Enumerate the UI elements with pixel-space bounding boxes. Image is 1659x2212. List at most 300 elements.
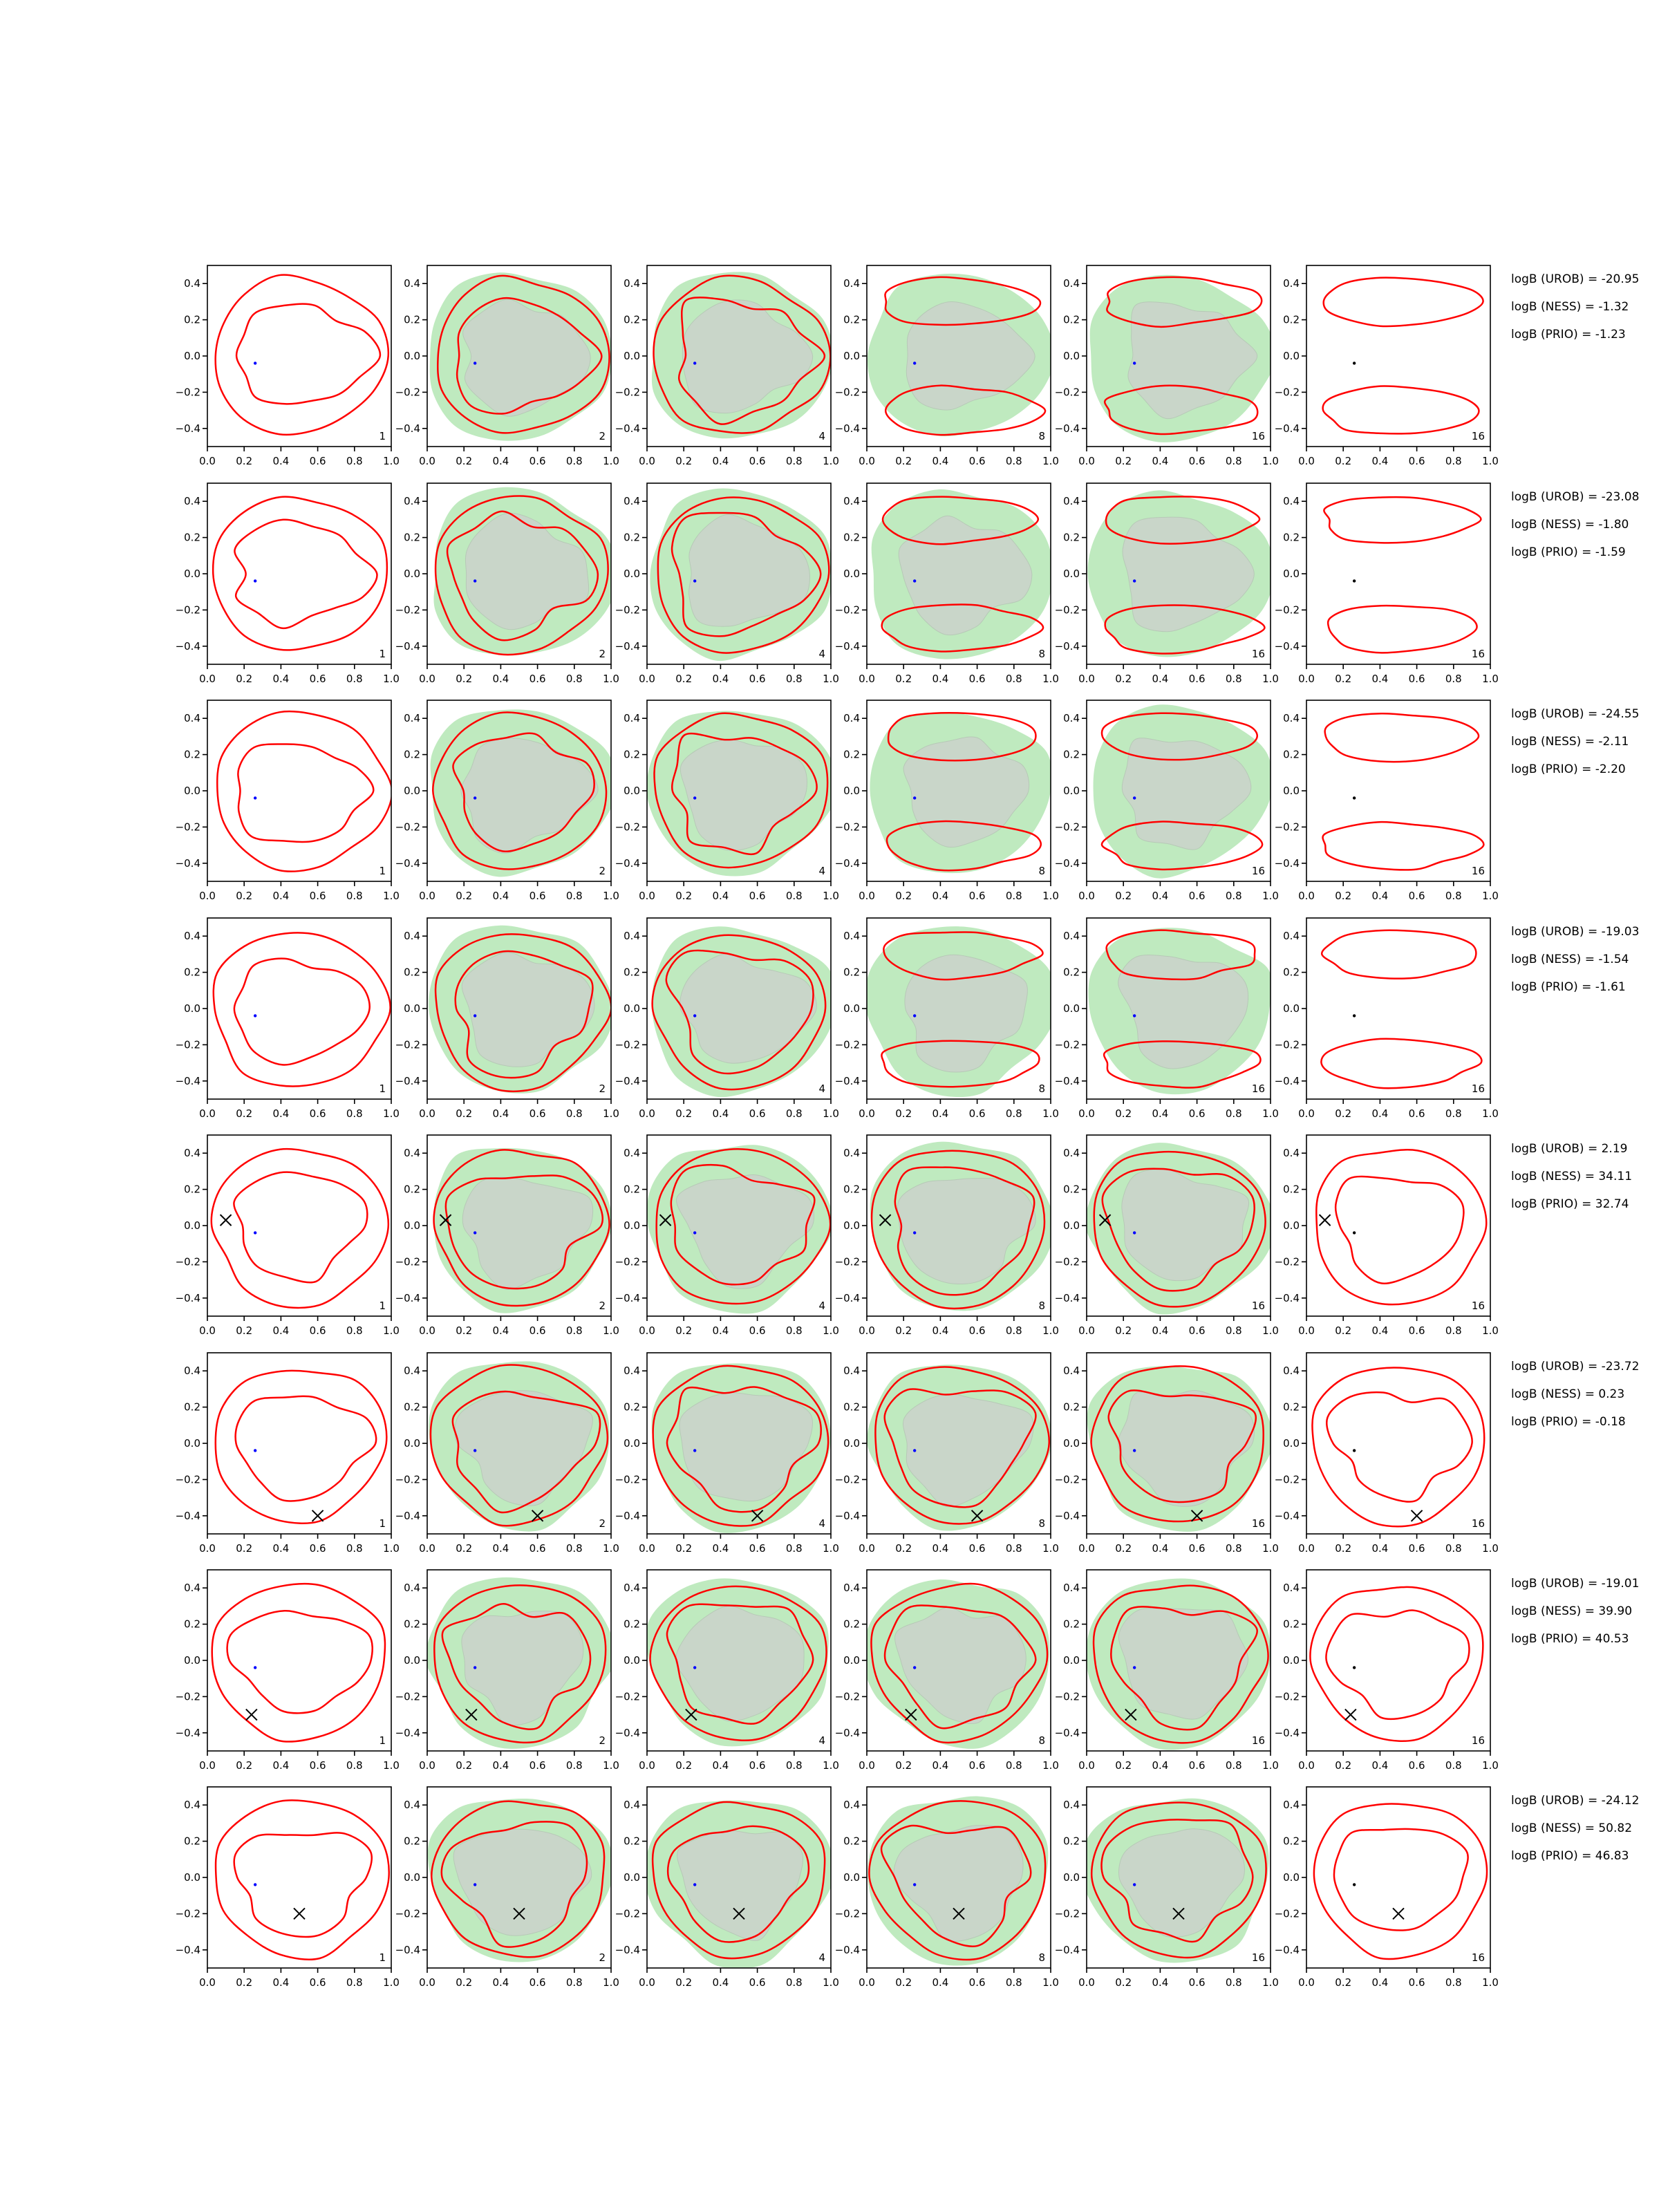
x-tick-label: 0.8 <box>346 890 363 902</box>
x-tick-label: 0.0 <box>1078 1324 1095 1337</box>
x-tick-label: 0.6 <box>309 1976 326 1989</box>
x-tick-label: 0.2 <box>895 890 912 902</box>
y-tick-label: 0.0 <box>624 1219 640 1232</box>
y-tick-label: 0.0 <box>624 785 640 797</box>
x-tick-label: 0.6 <box>1188 1542 1206 1555</box>
x-tick-label: 0.4 <box>712 890 729 902</box>
y-tick-label: 0.0 <box>1063 1437 1080 1450</box>
x-tick-label: 0.0 <box>1298 1976 1315 1989</box>
x-tick-label: 0.6 <box>1408 1759 1425 1772</box>
y-tick-label: 0.2 <box>184 966 200 979</box>
panel-tag: 2 <box>599 1951 606 1964</box>
center-point <box>693 1666 696 1669</box>
x-tick-label: 0.4 <box>1371 1976 1389 1989</box>
x-tick-label: 1.0 <box>603 1107 619 1120</box>
y-tick-label: 0.2 <box>1283 1183 1300 1196</box>
y-tick-label: 0.2 <box>624 313 640 326</box>
logb-prio-label: logB (PRIO) = -1.61 <box>1511 980 1626 994</box>
y-tick-label: 0.0 <box>1063 1654 1080 1667</box>
logb-ness-label: logB (NESS) = -1.80 <box>1511 518 1629 532</box>
y-tick-label: −0.2 <box>1274 1690 1300 1703</box>
x-tick-label: 0.6 <box>749 673 766 685</box>
x-tick-label: 0.0 <box>199 1759 216 1772</box>
x-tick-label: 1.0 <box>1262 1759 1279 1772</box>
y-tick-label: 0.0 <box>184 785 200 797</box>
y-tick-label: 0.0 <box>624 568 640 580</box>
y-tick-label: −0.4 <box>834 639 860 653</box>
panel-tag: 4 <box>818 1734 825 1747</box>
x-tick-label: 0.2 <box>1335 455 1352 467</box>
x-tick-label: 0.6 <box>1188 455 1206 467</box>
y-tick-label: 0.4 <box>184 712 200 725</box>
center-point <box>474 796 476 799</box>
y-tick-label: −0.4 <box>834 1509 860 1522</box>
x-tick-label: 1.0 <box>823 1976 839 1989</box>
center-point <box>913 796 916 799</box>
x-tick-label: 0.8 <box>1225 1542 1242 1555</box>
y-tick-label: 0.0 <box>624 1871 640 1884</box>
y-tick-label: −0.2 <box>615 386 640 399</box>
y-tick-label: 0.4 <box>184 277 200 290</box>
center-point <box>474 1014 476 1017</box>
y-tick-label: 0.2 <box>184 1618 200 1631</box>
y-tick-label: 0.4 <box>624 1147 640 1160</box>
x-tick-label: 1.0 <box>1042 890 1059 902</box>
x-tick-label: 0.8 <box>565 1976 583 1989</box>
x-tick-label: 0.0 <box>859 1976 875 1989</box>
y-tick-label: −0.4 <box>395 639 420 653</box>
x-tick-label: 0.0 <box>859 673 875 685</box>
y-tick-label: 0.4 <box>1063 1582 1080 1595</box>
center-point <box>1353 1666 1356 1669</box>
y-tick-label: −0.2 <box>1274 1473 1300 1486</box>
x-tick-label: 0.8 <box>1005 890 1022 902</box>
x-tick-label: 0.2 <box>1115 890 1132 902</box>
panel-tag: 16 <box>1471 430 1485 442</box>
y-tick-label: −0.2 <box>395 1690 420 1703</box>
y-tick-label: 0.0 <box>1063 1002 1080 1015</box>
y-tick-label: 0.2 <box>404 1183 420 1196</box>
y-tick-label: 0.4 <box>404 712 420 725</box>
center-point <box>913 1449 916 1452</box>
panel-tag: 1 <box>379 865 386 877</box>
y-tick-label: −0.4 <box>834 1291 860 1304</box>
x-tick-label: 0.6 <box>749 1976 766 1989</box>
center-point <box>254 796 256 799</box>
x-tick-label: 0.0 <box>859 1324 875 1337</box>
y-tick-label: −0.4 <box>615 1943 640 1956</box>
y-tick-label: 0.2 <box>1283 531 1300 544</box>
y-tick-label: 0.2 <box>1063 531 1080 544</box>
y-tick-label: 0.4 <box>624 1365 640 1378</box>
y-tick-label: −0.2 <box>1274 1038 1300 1051</box>
x-tick-label: 0.8 <box>1225 1759 1242 1772</box>
panel-tag: 16 <box>1471 1734 1485 1747</box>
x-tick-label: 0.4 <box>272 455 290 467</box>
y-tick-label: −0.4 <box>1274 1943 1300 1956</box>
x-tick-label: 0.6 <box>1408 1976 1425 1989</box>
center-point <box>913 1666 916 1669</box>
y-tick-label: 0.4 <box>1063 495 1080 508</box>
center-point <box>693 1231 696 1234</box>
panel-tag: 1 <box>379 1951 386 1964</box>
y-tick-label: 0.4 <box>1063 712 1080 725</box>
y-tick-label: −0.4 <box>1054 1291 1080 1304</box>
x-tick-label: 0.4 <box>932 455 949 467</box>
y-tick-label: 0.0 <box>404 1219 420 1232</box>
logb-prio-label: logB (PRIO) = 40.53 <box>1511 1632 1629 1646</box>
x-tick-label: 0.2 <box>675 1107 693 1120</box>
y-tick-label: 0.2 <box>404 531 420 544</box>
x-tick-label: 0.8 <box>1005 673 1022 685</box>
x-tick-label: 0.4 <box>1152 1976 1169 1989</box>
y-tick-label: −0.2 <box>1054 821 1080 834</box>
y-tick-label: −0.2 <box>175 603 200 617</box>
x-tick-label: 1.0 <box>383 1759 400 1772</box>
panel-tag: 1 <box>379 1300 386 1312</box>
panel-tag: 16 <box>1471 1082 1485 1095</box>
center-point <box>913 362 916 364</box>
y-tick-label: 0.2 <box>843 531 860 544</box>
x-tick-label: 0.8 <box>346 1759 363 1772</box>
y-tick-label: 0.2 <box>184 313 200 326</box>
x-tick-label: 0.2 <box>1115 1107 1132 1120</box>
y-tick-label: 0.0 <box>184 568 200 580</box>
center-point <box>913 1231 916 1234</box>
y-tick-label: 0.4 <box>843 277 860 290</box>
y-tick-label: 0.4 <box>404 1582 420 1595</box>
y-tick-label: 0.2 <box>624 1618 640 1631</box>
y-tick-label: −0.2 <box>1274 821 1300 834</box>
x-tick-label: 1.0 <box>1262 1542 1279 1555</box>
x-tick-label: 0.4 <box>1371 1107 1389 1120</box>
y-tick-label: −0.4 <box>1274 422 1300 435</box>
y-tick-label: −0.2 <box>175 1907 200 1920</box>
x-tick-label: 0.6 <box>1408 1107 1425 1120</box>
y-tick-label: 0.4 <box>184 1365 200 1378</box>
y-tick-label: 0.0 <box>184 1871 200 1884</box>
panel-tag: 4 <box>818 1517 825 1530</box>
x-tick-label: 0.0 <box>419 1324 435 1337</box>
x-tick-label: 0.6 <box>1188 1976 1206 1989</box>
x-tick-label: 0.8 <box>565 455 583 467</box>
x-tick-label: 1.0 <box>1042 1324 1059 1337</box>
y-tick-label: 0.0 <box>404 1002 420 1015</box>
y-tick-label: −0.4 <box>1054 422 1080 435</box>
x-tick-label: 0.8 <box>565 890 583 902</box>
center-point <box>474 1666 476 1669</box>
x-tick-label: 0.2 <box>456 1107 473 1120</box>
x-tick-label: 0.0 <box>1078 1759 1095 1772</box>
x-tick-label: 0.4 <box>712 673 729 685</box>
y-tick-label: 0.2 <box>843 1183 860 1196</box>
y-tick-label: −0.4 <box>395 1726 420 1739</box>
y-tick-label: 0.2 <box>404 1618 420 1631</box>
y-tick-label: −0.4 <box>395 1074 420 1087</box>
y-tick-label: 0.4 <box>404 1147 420 1160</box>
y-tick-label: 0.2 <box>843 1400 860 1414</box>
x-tick-label: 1.0 <box>383 1324 400 1337</box>
panel-tag: 2 <box>599 865 606 877</box>
y-tick-label: −0.4 <box>395 422 420 435</box>
x-tick-label: 0.0 <box>199 1542 216 1555</box>
y-tick-label: 0.0 <box>843 1654 860 1667</box>
panel-tag: 1 <box>379 1517 386 1530</box>
x-tick-label: 0.4 <box>712 455 729 467</box>
y-tick-label: −0.2 <box>834 386 860 399</box>
y-tick-label: 0.0 <box>1063 1219 1080 1232</box>
y-tick-label: 0.2 <box>843 966 860 979</box>
x-tick-label: 0.2 <box>895 673 912 685</box>
center-point <box>1133 362 1136 364</box>
x-tick-label: 1.0 <box>1482 1107 1499 1120</box>
y-tick-label: 0.2 <box>404 1835 420 1848</box>
y-tick-label: 0.2 <box>843 1835 860 1848</box>
y-tick-label: −0.4 <box>834 1074 860 1087</box>
y-tick-label: 0.4 <box>1063 930 1080 943</box>
x-tick-label: 0.6 <box>1408 1542 1425 1555</box>
x-tick-label: 0.8 <box>785 1107 803 1120</box>
x-tick-label: 0.2 <box>675 1542 693 1555</box>
x-tick-label: 0.2 <box>456 890 473 902</box>
y-tick-label: 0.4 <box>404 1799 420 1812</box>
x-tick-label: 0.4 <box>712 1107 729 1120</box>
x-tick-label: 0.4 <box>272 890 290 902</box>
x-tick-label: 0.6 <box>749 1759 766 1772</box>
center-point <box>254 1666 256 1669</box>
y-tick-label: 0.0 <box>843 568 860 580</box>
y-tick-label: 0.2 <box>624 748 640 761</box>
y-tick-label: 0.0 <box>184 1002 200 1015</box>
center-point <box>474 1231 476 1234</box>
y-tick-label: 0.0 <box>843 1437 860 1450</box>
y-tick-label: 0.0 <box>1283 1002 1300 1015</box>
center-point <box>254 1231 256 1234</box>
y-tick-label: −0.4 <box>175 1509 200 1522</box>
x-tick-label: 0.2 <box>675 890 693 902</box>
y-tick-label: −0.4 <box>395 1509 420 1522</box>
x-tick-label: 0.0 <box>1298 1759 1315 1772</box>
center-point <box>1133 796 1136 799</box>
logb-ness-label: logB (NESS) = 0.23 <box>1511 1387 1625 1401</box>
x-tick-label: 0.2 <box>1115 1976 1132 1989</box>
x-tick-label: 0.8 <box>785 890 803 902</box>
y-tick-label: −0.2 <box>1054 386 1080 399</box>
x-tick-label: 0.6 <box>1408 1324 1425 1337</box>
y-tick-label: 0.2 <box>624 1400 640 1414</box>
y-tick-label: −0.2 <box>615 603 640 617</box>
y-tick-label: −0.2 <box>834 1907 860 1920</box>
y-tick-label: 0.2 <box>404 966 420 979</box>
center-point <box>1353 1231 1356 1234</box>
x-tick-label: 0.4 <box>932 1107 949 1120</box>
logb-ness-label: logB (NESS) = 50.82 <box>1511 1821 1633 1835</box>
center-point <box>1133 579 1136 582</box>
center-point <box>474 579 476 582</box>
x-tick-label: 1.0 <box>603 1324 619 1337</box>
x-tick-label: 0.0 <box>859 1542 875 1555</box>
logb-urob-label: logB (UROB) = -19.03 <box>1511 925 1640 939</box>
x-tick-label: 0.6 <box>968 1759 986 1772</box>
x-tick-label: 0.6 <box>968 1976 986 1989</box>
x-tick-label: 0.8 <box>1225 673 1242 685</box>
y-tick-label: −0.4 <box>175 1726 200 1739</box>
x-tick-label: 0.2 <box>1335 890 1352 902</box>
x-tick-label: 0.8 <box>1225 890 1242 902</box>
x-tick-label: 0.0 <box>199 1107 216 1120</box>
y-tick-label: 0.4 <box>624 930 640 943</box>
y-tick-label: 0.4 <box>1283 277 1300 290</box>
panel-tag: 4 <box>818 1300 825 1312</box>
y-tick-label: 0.4 <box>843 930 860 943</box>
y-tick-label: 0.0 <box>184 1437 200 1450</box>
y-tick-label: −0.4 <box>1054 1074 1080 1087</box>
x-tick-label: 0.6 <box>1408 455 1425 467</box>
x-tick-label: 1.0 <box>1042 1542 1059 1555</box>
x-tick-label: 0.2 <box>1115 1759 1132 1772</box>
x-tick-label: 0.6 <box>529 1324 546 1337</box>
x-tick-label: 0.8 <box>346 1976 363 1989</box>
y-tick-label: 0.4 <box>843 1799 860 1812</box>
x-tick-label: 0.6 <box>529 1542 546 1555</box>
x-tick-label: 1.0 <box>823 455 839 467</box>
y-tick-label: −0.2 <box>1274 1907 1300 1920</box>
x-tick-label: 0.4 <box>272 1542 290 1555</box>
x-tick-label: 0.0 <box>1298 1107 1315 1120</box>
y-tick-label: −0.4 <box>1054 856 1080 870</box>
x-tick-label: 1.0 <box>1262 455 1279 467</box>
x-tick-label: 1.0 <box>603 1976 619 1989</box>
x-tick-label: 0.2 <box>1335 1107 1352 1120</box>
y-tick-label: −0.2 <box>615 1907 640 1920</box>
x-tick-label: 1.0 <box>383 1107 400 1120</box>
y-tick-label: −0.4 <box>1054 1943 1080 1956</box>
y-tick-label: 0.2 <box>624 531 640 544</box>
y-tick-label: 0.0 <box>1283 785 1300 797</box>
center-point <box>693 796 696 799</box>
x-tick-label: 0.6 <box>968 1107 986 1120</box>
y-tick-label: −0.2 <box>175 1038 200 1051</box>
y-tick-label: 0.4 <box>624 1582 640 1595</box>
y-tick-label: 0.4 <box>404 930 420 943</box>
x-tick-label: 0.6 <box>309 1542 326 1555</box>
y-tick-label: −0.4 <box>834 856 860 870</box>
y-tick-label: 0.2 <box>843 1618 860 1631</box>
y-tick-label: 0.0 <box>1063 785 1080 797</box>
x-tick-label: 0.0 <box>639 1324 655 1337</box>
x-tick-label: 0.0 <box>639 673 655 685</box>
y-tick-label: 0.2 <box>1283 966 1300 979</box>
center-point <box>1353 362 1356 364</box>
panel-tag: 8 <box>1038 1517 1045 1530</box>
center-point <box>1133 1666 1136 1669</box>
x-tick-label: 0.4 <box>1152 1324 1169 1337</box>
y-tick-label: 0.4 <box>404 1365 420 1378</box>
y-tick-label: −0.4 <box>395 1943 420 1956</box>
x-tick-label: 0.6 <box>309 1324 326 1337</box>
x-tick-label: 1.0 <box>1262 890 1279 902</box>
x-tick-label: 0.8 <box>1445 1107 1462 1120</box>
x-tick-label: 1.0 <box>1262 1324 1279 1337</box>
y-tick-label: 0.2 <box>1283 748 1300 761</box>
x-tick-label: 0.6 <box>1188 1324 1206 1337</box>
x-tick-label: 0.4 <box>1152 1107 1169 1120</box>
x-tick-label: 0.4 <box>492 1759 509 1772</box>
x-tick-label: 0.4 <box>272 1324 290 1337</box>
x-tick-label: 0.2 <box>675 1324 693 1337</box>
x-tick-label: 0.4 <box>492 1976 509 1989</box>
y-tick-label: −0.2 <box>1054 1255 1080 1268</box>
x-tick-label: 1.0 <box>603 673 619 685</box>
y-tick-label: 0.0 <box>184 350 200 362</box>
y-tick-label: −0.4 <box>1274 1291 1300 1304</box>
panel-tag: 1 <box>379 430 386 442</box>
y-tick-label: 0.0 <box>404 1871 420 1884</box>
panel-tag: 16 <box>1471 1300 1485 1312</box>
y-tick-label: −0.2 <box>395 821 420 834</box>
y-tick-label: 0.0 <box>1063 1871 1080 1884</box>
x-tick-label: 0.8 <box>785 1542 803 1555</box>
y-tick-label: −0.2 <box>175 386 200 399</box>
y-tick-label: 0.0 <box>624 1002 640 1015</box>
logb-prio-label: logB (PRIO) = 32.74 <box>1511 1197 1629 1211</box>
x-tick-label: 0.2 <box>456 673 473 685</box>
x-tick-label: 0.2 <box>1335 1759 1352 1772</box>
x-tick-label: 0.0 <box>639 1976 655 1989</box>
y-tick-label: 0.2 <box>624 1183 640 1196</box>
x-tick-label: 1.0 <box>823 1107 839 1120</box>
logb-prio-label: logB (PRIO) = -1.23 <box>1511 328 1626 341</box>
x-tick-label: 0.6 <box>309 1759 326 1772</box>
x-tick-label: 0.2 <box>895 1759 912 1772</box>
panel-tag: 8 <box>1038 430 1045 442</box>
panel-tag: 16 <box>1251 1517 1265 1530</box>
y-tick-label: 0.0 <box>1283 568 1300 580</box>
y-tick-label: −0.4 <box>615 1291 640 1304</box>
panel-tag: 2 <box>599 430 606 442</box>
center-point <box>913 1883 916 1886</box>
x-tick-label: 0.0 <box>419 673 435 685</box>
logb-ness-label: logB (NESS) = 34.11 <box>1511 1170 1633 1183</box>
y-tick-label: 0.0 <box>624 350 640 362</box>
y-tick-label: 0.2 <box>404 1400 420 1414</box>
center-point <box>1353 1449 1356 1452</box>
x-tick-label: 0.0 <box>1078 455 1095 467</box>
x-tick-label: 0.0 <box>1078 673 1095 685</box>
x-tick-label: 0.4 <box>492 1107 509 1120</box>
panel-tag: 2 <box>599 648 606 660</box>
x-tick-label: 1.0 <box>1482 890 1499 902</box>
center-point <box>254 1883 256 1886</box>
y-tick-label: 0.0 <box>1283 1871 1300 1884</box>
y-tick-label: −0.2 <box>1274 1255 1300 1268</box>
x-tick-label: 0.6 <box>309 890 326 902</box>
x-tick-label: 0.8 <box>346 1542 363 1555</box>
center-point <box>693 1883 696 1886</box>
y-tick-label: 0.2 <box>1283 313 1300 326</box>
y-tick-label: −0.2 <box>395 386 420 399</box>
y-tick-label: 0.4 <box>843 1365 860 1378</box>
x-tick-label: 0.6 <box>309 1107 326 1120</box>
y-tick-label: −0.4 <box>175 856 200 870</box>
panel-tag: 16 <box>1471 1951 1485 1964</box>
x-tick-label: 0.4 <box>272 673 290 685</box>
y-tick-label: 0.2 <box>184 531 200 544</box>
x-tick-label: 0.4 <box>932 1976 949 1989</box>
center-point <box>913 579 916 582</box>
y-tick-label: 0.2 <box>1063 1835 1080 1848</box>
x-tick-label: 0.8 <box>346 673 363 685</box>
